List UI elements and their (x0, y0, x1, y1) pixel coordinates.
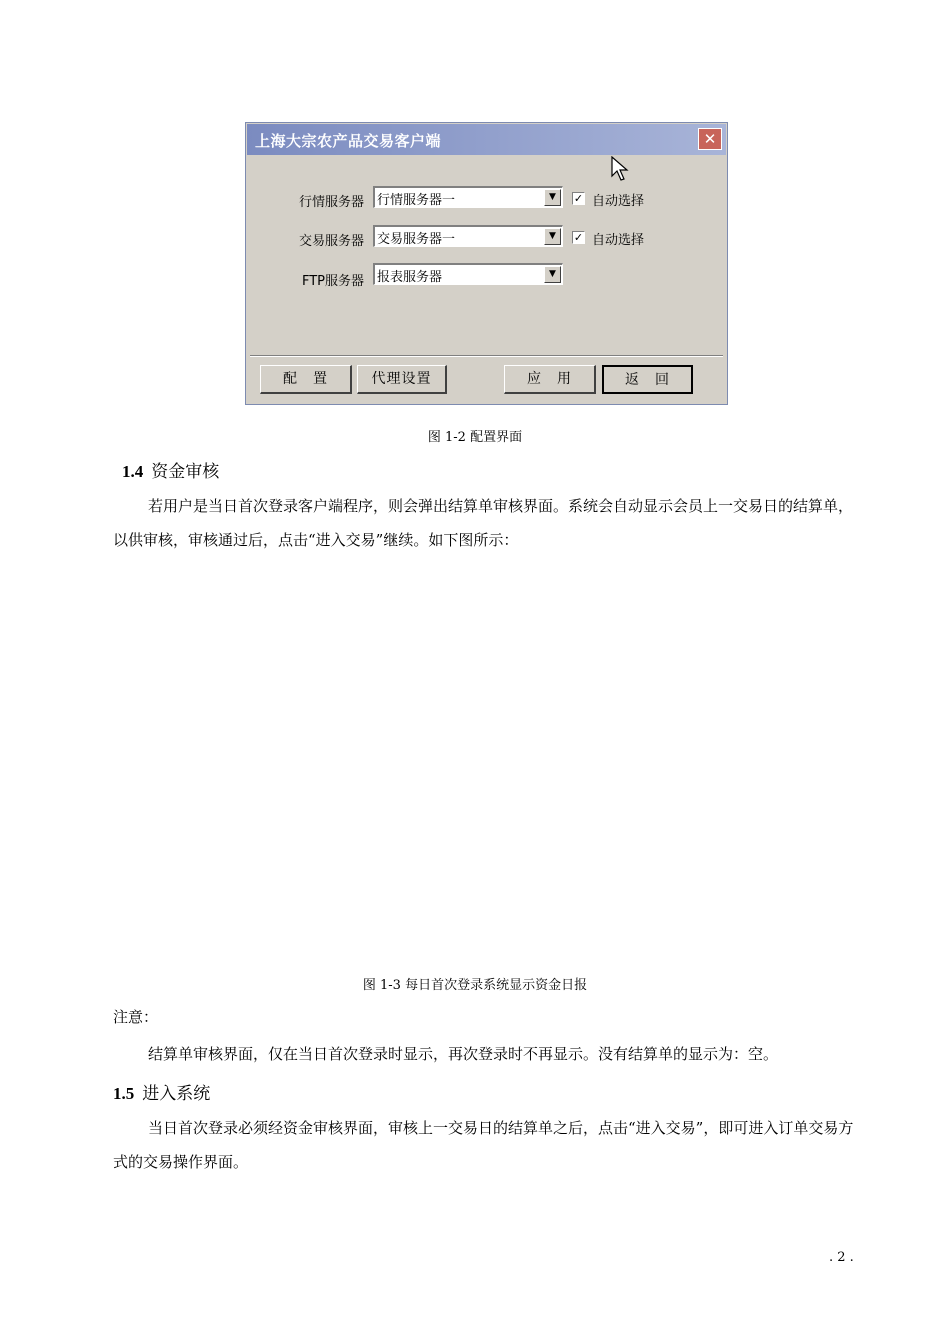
trade-auto-checkbox[interactable]: ✓ (573, 231, 584, 244)
config-button[interactable]: 配 置 (260, 365, 352, 394)
quote-auto-label: 自动选择 (592, 194, 645, 209)
ftp-server-select[interactable] (373, 263, 563, 285)
trade-auto-label: 自动选择 (592, 233, 645, 248)
proxy-settings-button[interactable]: 代理设置 (357, 365, 447, 394)
figure-1-2-caption: 图 1-2 配置界面 (427, 430, 523, 445)
quote-server-label: 行情服务器 (298, 195, 364, 210)
mouse-pointer-icon (611, 156, 629, 182)
chevron-down-icon[interactable]: ▼ (544, 266, 561, 283)
section-number: 1.5 (113, 1084, 135, 1103)
quote-auto-checkbox[interactable]: ✓ (573, 192, 584, 205)
note-label: 注意： (113, 1008, 159, 1026)
apply-button[interactable]: 应 用 (504, 365, 596, 394)
trade-server-value: 交易服务器一 (377, 232, 456, 247)
section-title: 进入系统 (142, 1084, 211, 1104)
section-1-5-heading (113, 1079, 210, 1104)
chevron-down-icon[interactable]: ▼ (544, 189, 561, 206)
close-icon: ✕ (703, 130, 717, 148)
figure-1-3-caption: 图 1-3 每日首次登录系统显示资金日报 (362, 978, 588, 993)
section-1-4-paragraph: 若用户是当日首次登录客户端程序，则会弹出结算单审核界面。系统会自动显示会员上一交易日的结算单，以供审核，审核通过后，点击“进入交易”继续。如下图所示： (113, 497, 854, 549)
quote-server-select[interactable] (373, 186, 563, 208)
quote-server-value: 行情服务器一 (377, 193, 456, 208)
button-separator (250, 355, 723, 357)
page-number: . 2 . (829, 1250, 854, 1265)
config-dialog (245, 122, 728, 405)
section-title: 资金审核 (151, 462, 220, 482)
ftp-server-label: FTP服务器 (301, 274, 364, 289)
ftp-server-value: 报表服务器 (377, 270, 443, 285)
close-button[interactable] (698, 128, 722, 150)
dialog-title: 上海大宗农产品交易客户端 (255, 132, 442, 150)
trade-server-select[interactable] (373, 225, 563, 247)
note-text: 结算单审核界面，仅在当日首次登录时显示，再次登录时不再显示。没有结算单的显示为：空。 (148, 1045, 779, 1063)
section-1-4-heading (122, 457, 219, 482)
trade-server-label: 交易服务器 (298, 234, 364, 249)
dialog-titlebar[interactable] (247, 124, 726, 155)
chevron-down-icon[interactable]: ▼ (544, 228, 561, 245)
section-number: 1.4 (122, 462, 144, 481)
section-1-5-paragraph: 当日首次登录必须经资金审核界面，审核上一交易日的结算单之后，点击“进入交易”，即可进入订单交易方式的交易操作界面。 (113, 1119, 854, 1171)
back-button[interactable]: 返 回 (602, 365, 693, 394)
